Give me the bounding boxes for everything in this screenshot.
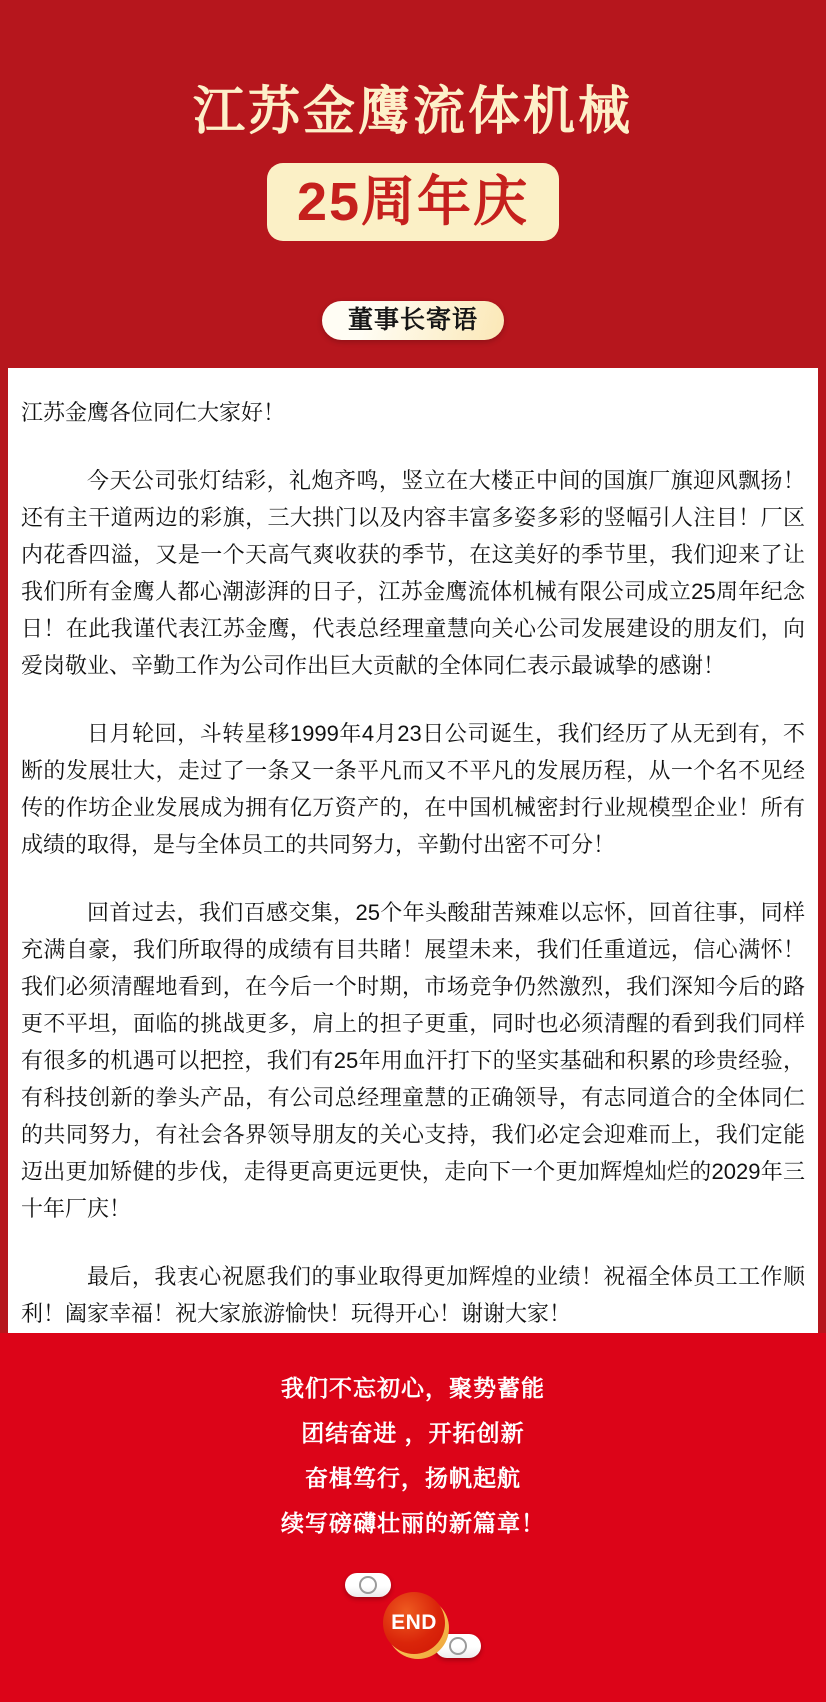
article-paragraph-2: 日月轮回，斗转星移1999年4月23日公司诞生，我们经历了从无到有，不断的发展壮大，走过了一条又一条平凡而又不平凡的发展历程，从一个名不见经传的作坊企业发展成为拥有亿万资产的，在中国机械密封行业规模型企业！所有成绩的取得，是与全体员工的共同努力，辛勤付出密不可分！ (21, 721, 805, 857)
article-card (8, 368, 818, 1333)
footer-slogan-3: 奋楫笃行，扬帆起航 (305, 1465, 521, 1491)
end-label: END (391, 1611, 437, 1634)
footer-slogan-2: 团结奋进 ，开拓创新 (301, 1420, 525, 1446)
chairman-message-tag: 董事长寄语 (322, 301, 504, 340)
article-paragraph-3: 回首过去，我们百感交集，25个年头酸甜苦辣难以忘怀，回首往事，同样充满自豪，我们所取得的成绩有目共睹！展望未来，我们任重道远，信心满怀！我们必须清醒地看到，在今后一个时期，市场竞争仍然激烈，我们深知今后的路更不平坦，面临的挑战更多，肩上的担子更重，同时也必须清醒的看到我们同样有很多的机遇可以把控，我们有25年用血汗打下的坚实基础和积累的珍贵经验，有科技创新的拳头产品，有公司总经理童慧的正确领导，有志同道合的全体同仁的共同努力，有社会各界领导朋友的关心支持，我们必定会迎难而上，我们定能迈出更加矫健的步伐，走得更高更远更快，走向下一个更加辉煌灿烂的2029年三十年厂庆！ (21, 900, 805, 1221)
article-paragraph-1: 今天公司张灯结彩，礼炮齐鸣，竖立在大楼正中间的国旗厂旗迎风飘扬！还有主干道两边的彩旗，三大拱门以及内容丰富多姿多彩的竖幅引人注目！厂区内花香四溢，又是一个天高气爽收获的季节，在这美好的季节里，我们迎来了让我们所有金鹰人都心潮澎湃的日子，江苏金鹰流体机械有限公司成立25周年纪念日！在此我谨代表江苏金鹰，代表总经理童慧向关心公司发展建设的朋友们，向爱岗敬业、辛勤工作为公司作出巨大贡献的全体同仁表示最诚挚的感谢！ (21, 468, 805, 678)
end-badge (343, 1573, 483, 1665)
article-paragraph-4: 最后，我衷心祝愿我们的事业取得更加辉煌的业绩！祝福全体员工工作顺利！阖家幸福！祝大家旅游愉快！玩得开心！谢谢大家！ (21, 1264, 805, 1326)
header-banner (0, 0, 826, 368)
ring-icon (449, 1637, 467, 1655)
anniversary-badge: 25周年庆 (267, 163, 559, 241)
company-title: 江苏金鹰流体机械 (192, 83, 633, 141)
ring-icon (359, 1576, 377, 1594)
footer-slogan-4: 续写磅礴壮丽的新篇章！ (281, 1510, 545, 1536)
footer-slogan-1: 我们不忘初心，聚势蓄能 (281, 1375, 545, 1401)
article-greeting: 江苏金鹰各位同仁大家好！ (21, 400, 286, 425)
footer-banner (0, 1333, 826, 1702)
end-circle-icon (383, 1592, 445, 1654)
toggle-decoration-icon (345, 1573, 391, 1597)
